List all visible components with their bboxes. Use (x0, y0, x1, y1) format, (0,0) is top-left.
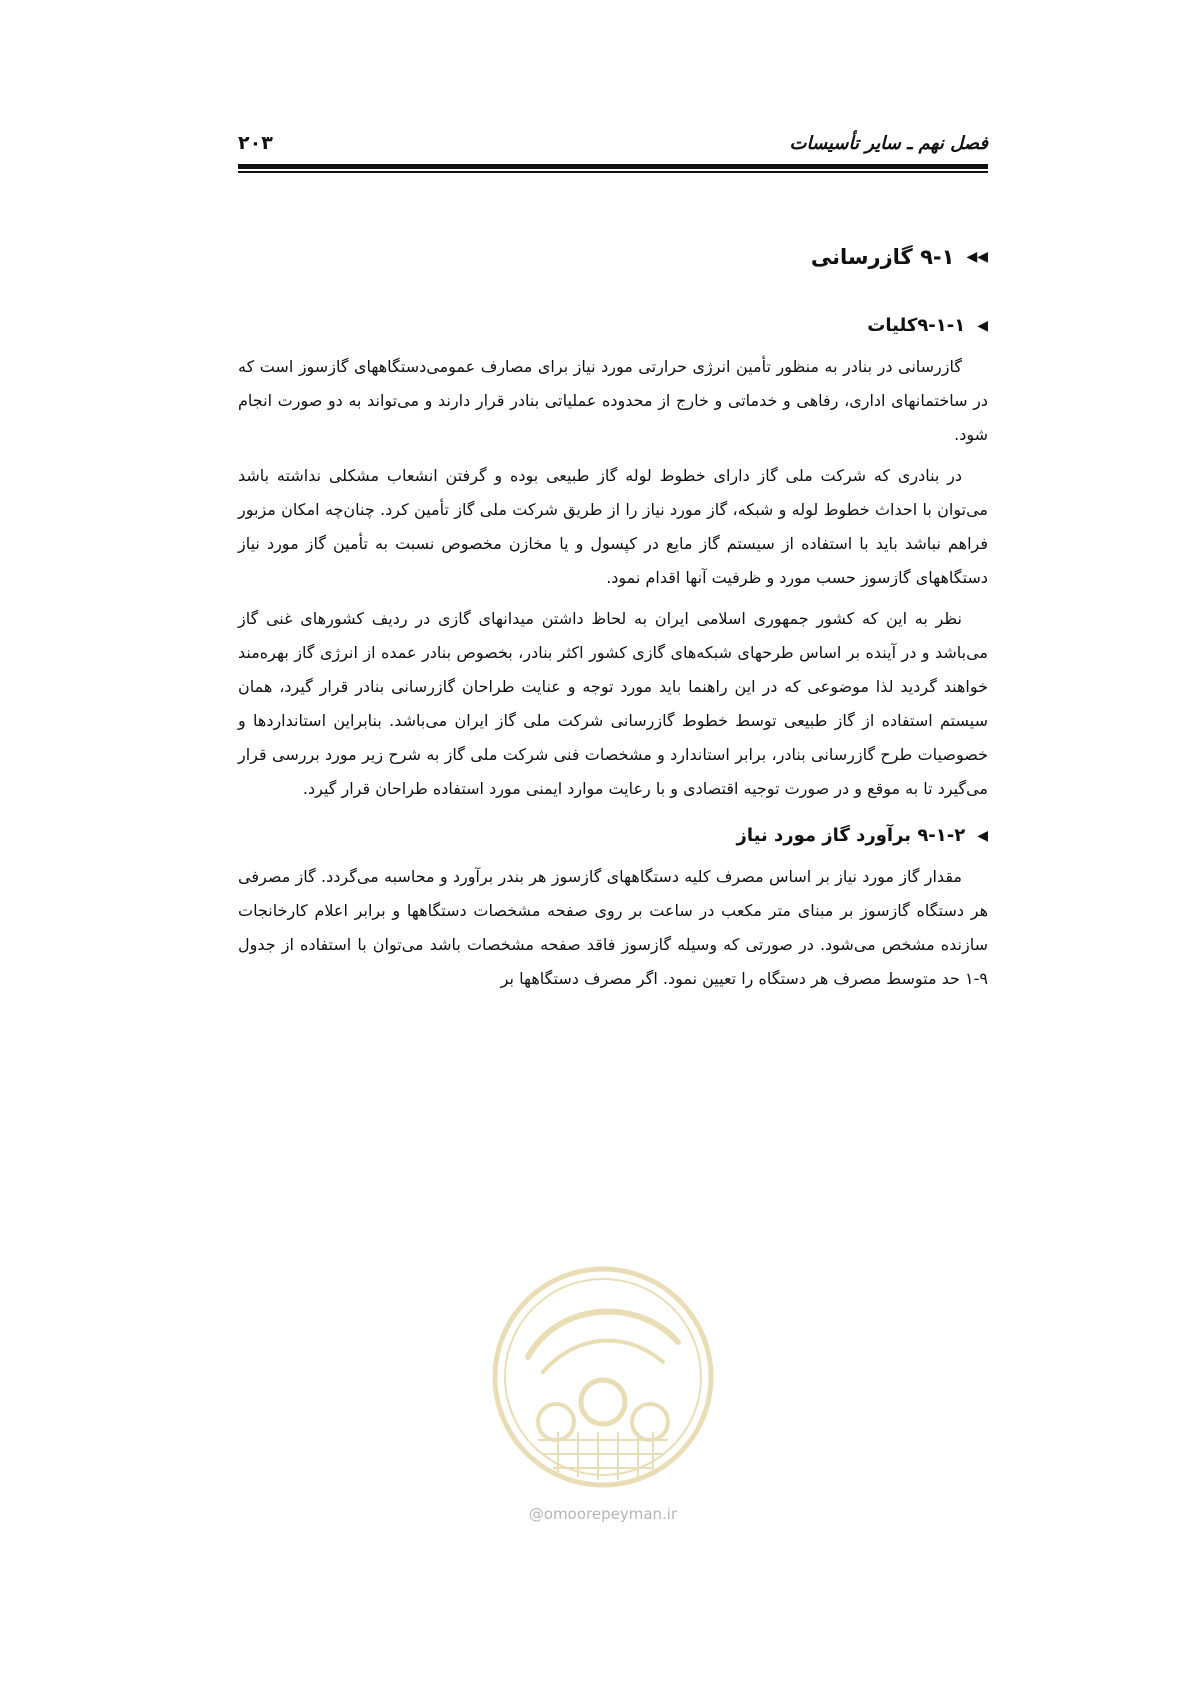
chapter-title: فصل نهم ـ سایر تأسیسات (789, 132, 988, 154)
paragraph: گازرسانی در بنادر به منظور تأمین انرژی حرارتی مورد نیاز برای مصارف عمومی‌دستگاههای گازسوز است که در ساختمانهای اداری، رفاهی و خدماتی و خارج از محدوده عملیاتی بنادر قرار دارند و می‌تواند به دو صورت انجام شود. (238, 357, 988, 444)
page-content (238, 245, 988, 1003)
arrow-icon: ◀ (977, 317, 988, 334)
section-heading (238, 245, 988, 269)
page-number: ۲۰۳ (238, 132, 273, 154)
subsection-heading-1 (238, 315, 988, 336)
double-arrow-icon: ◀◀ (966, 249, 988, 265)
subsection-title-2: ۹-۱-۲ برآورد گاز مورد نیاز (736, 825, 966, 846)
subsection-heading-2 (238, 825, 988, 846)
arrow-icon: ◀ (977, 827, 988, 844)
page-header (238, 128, 988, 158)
header-rule-thin (238, 171, 988, 173)
subsection-title-1: ۹-۱-۱کلیات (867, 315, 966, 336)
paragraph: نظر به این که کشور جمهوری اسلامی ایران به لحاظ داشتن میدانهای گازی در ردیف کشورهای غنی گاز می‌باشد و در آینده بر اساس طرحهای شبکه‌های گازی کشور اکثر بنادر، بخصوص بنادر عمده از انرژی گاز بهره‌مند خواهند گردید لذا موضوعی که در این راهنما باید مورد توجه و عنایت طراحان گازرسانی بنادر قرار گیرد، همان سیستم استفاده از گاز طبیعی توسط خطوط گازرسانی شرکت ملی گاز ایران می‌باشد. بنابراین استانداردها و خصوصیات طرح گازرسانی بنادر، برابر استاندارد و مشخصات فنی شرکت ملی گاز به شرح زیر مورد بررسی قرار می‌گیرد تا به موقع و در صورت توجیه اقتصادی و با رعایت موارد ایمنی مورد استفاده طراحان قرار گیرد. (238, 609, 988, 798)
watermark-logo (488, 1262, 718, 1492)
header-rule-thick (238, 164, 988, 169)
watermark-url: @omoorepeyman.ir (528, 1505, 678, 1523)
paragraph: مقدار گاز مورد نیاز بر اساس مصرف کلیه دستگاههای گازسوز هر بندر برآورد و محاسبه می‌گردد. گاز مصرفی هر دستگاه گازسوز بر مبنای متر مکعب در ساعت بر روی صفحه مشخصات دستگاهها و برابر اعلام کارخانجات سازنده مشخص می‌شود. در صورتی که وسیله گازسوز فاقد صفحه مشخصات باشد می‌توان با استفاده از جدول ۹-۱ حد متوسط مصرف هر دستگاه را تعیین نمود. اگر مصرف دستگاهها بر (238, 867, 988, 988)
section-title: ۹-۱ گازرسانی (810, 245, 955, 269)
paragraph: در بنادری که شرکت ملی گاز دارای خطوط لوله گاز طبیعی بوده و گرفتن انشعاب مشکلی نداشته باشد می‌توان با احداث خطوط لوله و شبکه، گاز مورد نیاز را از طریق شرکت ملی گاز تأمین کرد. چنان‌چه امکان مزبور فراهم نباشد باید با استفاده از سیستم گاز مایع در کپسول و یا مخازن مخصوص نسبت به تأمین گاز مورد نیاز دستگاههای گازسوز حسب مورد و ظرفیت آنها اقدام نمود. (238, 466, 988, 587)
